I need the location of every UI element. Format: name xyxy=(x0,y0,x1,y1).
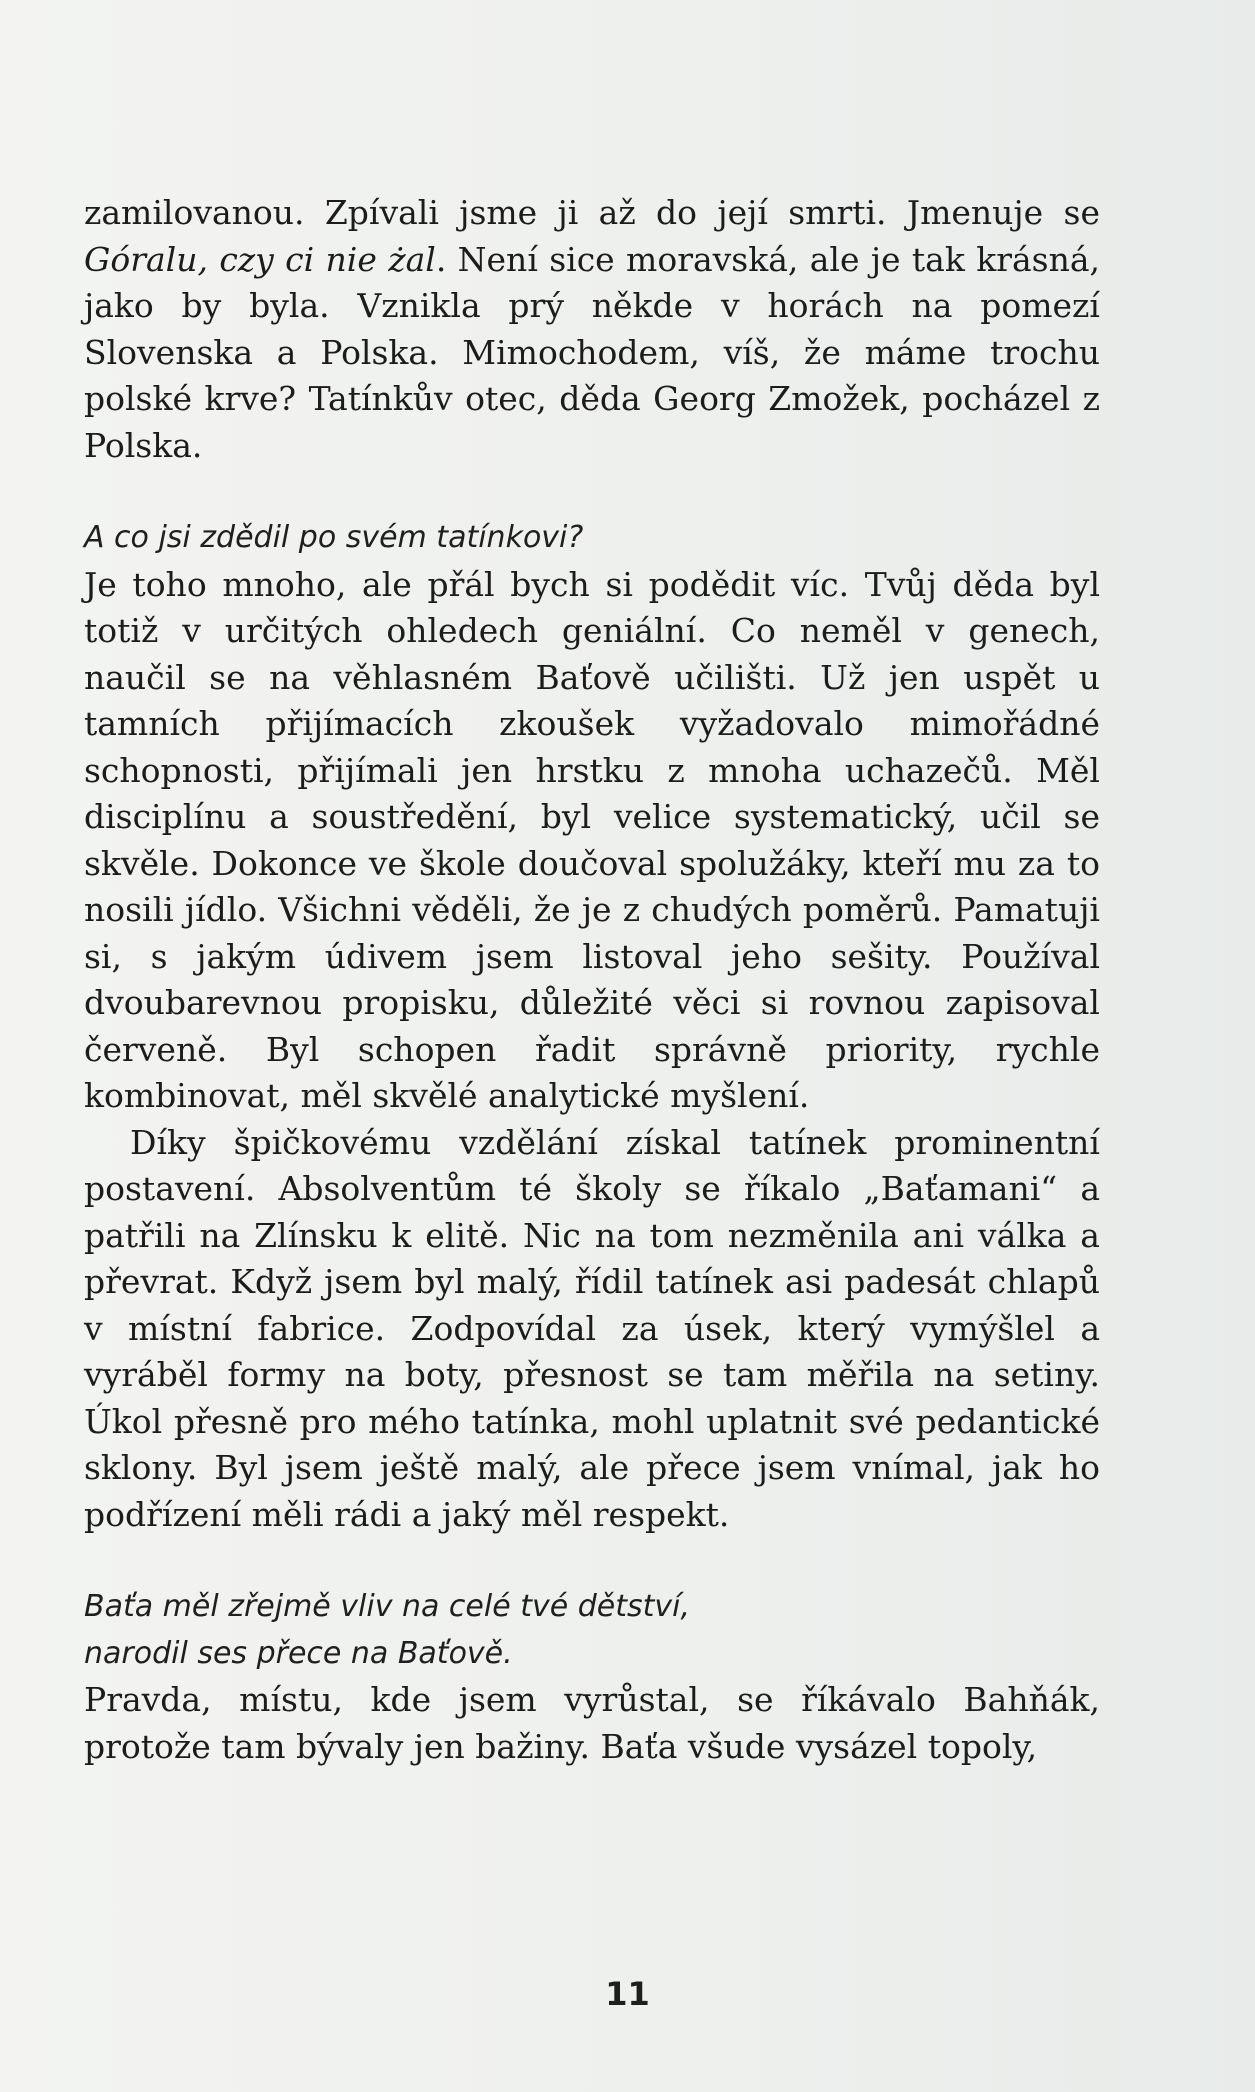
question-2-line-2: narodil ses přece na Baťově. xyxy=(84,1635,513,1671)
question-2-line-1: Baťa měl zřejmě vliv na celé tvé dětství, xyxy=(84,1589,691,1624)
paragraph-1-end: . Není sice moravská, ale je tak krásná, jako by byla. Vznikla prý někde v horách na pomezí Slovenska a Polska. Mimochodem, víš, že máme trochu polské krve? Tatínkův otec, děda Georg Zmožek, pocházel z Polska. xyxy=(84,239,1100,465)
interview-question-1: A co jsi zdědil po svém tatínkovi? xyxy=(84,520,584,555)
section-gap xyxy=(84,1538,1100,1584)
paragraph-4: Pravda, místu, kde jsem vyrůstal, se říkávalo Bahňák, protože tam bývaly jen bažiny. Baťa všude vysázel topoly, xyxy=(84,1680,1100,1766)
paragraph-1-start: zamilovanou. Zpívali jsme ji až do její smrti. Jmenuje se xyxy=(84,193,1100,232)
page-number: 11 xyxy=(605,1975,650,2013)
paragraph-2: Je toho mnoho, ale přál bych si podědit víc. Tvůj děda byl totiž v určitých ohledech geniální. Co neměl v genech, naučil se na věhlasném Baťově učilišti. Už jen uspět u tamních přijímacích zkoušek vyžadovalo mimořádné schopnosti, přijímali jen hrstku z mnoha uchazečů. Měl disciplínu a soustředění, byl velice systematický, učil se skvěle. Dokonce ve škole doučoval spolužáky, kteří mu za to nosili jídlo. Všichni věděli, že je z chudých poměrů. Pamatuji si, s jakým údivem jsem listoval jeho sešity. Používal dvoubarevnou propisku, důležité věci si rovnou zapisoval červeně. Byl schopen řadit správně priority, rychle kombinovat, měl skvělé analytické myšlení. xyxy=(84,564,1100,1115)
song-title: Góralu, czy ci nie żal xyxy=(84,239,436,279)
section-gap xyxy=(84,469,1100,515)
paragraph-3: Díky špičkovému vzdělání získal tatínek prominentní postavení. Absolventům té školy se říkalo „Baťamani“ a patřili na Zlínsku k elitě. Nic na tom nezměnila ani válka a převrat. Když jsem byl malý, řídil tatínek asi padesát chlapů v místní fabrice. Zodpovídal za úsek, který vymýšlel a vyráběl formy na boty, přesnost se tam měřila na setiny. Úkol přesně pro mého tatínka, mohl uplatnit své pedantické sklony. Byl jsem ještě malý, ale přece jsem vnímal, jak ho podřízení měli rádi a jaký měl respekt. xyxy=(84,1122,1100,1534)
interview-question-2 xyxy=(84,1584,1100,1677)
paragraph-1 xyxy=(84,190,1100,469)
body-text xyxy=(84,190,1100,1770)
